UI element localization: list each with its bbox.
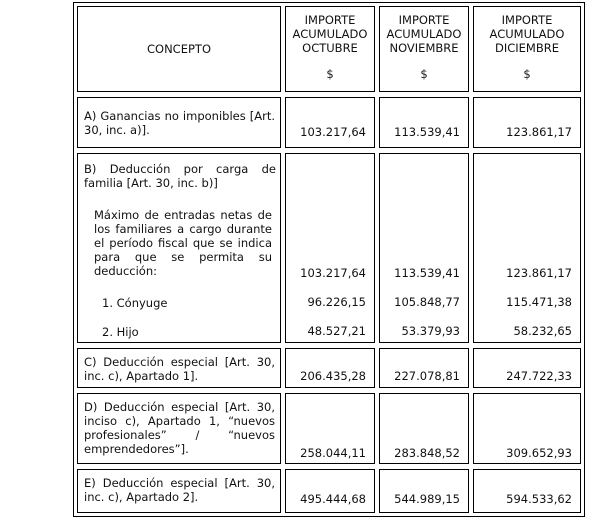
row-d-octubre [285,393,375,464]
row-d-noviembre [379,393,469,464]
row-a-noviembre-value: 113.539,41 [394,125,460,139]
row-b-max-diciembre: 123.861,17 [506,266,572,280]
row-b-max-octubre: 103.217,64 [300,266,366,280]
row-b-conyuge-diciembre: 115.471,38 [506,295,572,309]
header-concepto-label: CONCEPTO [147,42,211,56]
header-octubre-label: IMPORTE ACUMULADO OCTUBRE [292,13,368,55]
row-d-diciembre [473,393,581,464]
row-a-noviembre [379,97,469,148]
row-c-diciembre-value: 247.722,33 [506,369,572,383]
header-diciembre-currency: $ [523,67,531,81]
row-b-diciembre [473,153,581,343]
row-b-max-text: Máximo de entradas netas de los familiares a cargo durante el período fiscal que se indica para que se permita su deducción: [94,208,272,278]
row-b-conyuge-octubre: 96.226,15 [307,295,366,309]
row-d-noviembre-value: 283.848,52 [394,446,460,460]
row-a-diciembre [473,97,581,148]
header-noviembre-currency: $ [420,67,428,81]
row-e-diciembre-value: 594.533,62 [506,492,572,506]
row-b-max-noviembre: 113.539,41 [394,266,460,280]
row-b-concept-text: B) Deducción por carga de familia [Art. 30, inc. b)] [84,162,276,190]
row-b-hijo-diciembre: 58.232,65 [513,324,572,338]
header-diciembre [473,6,581,92]
header-noviembre [379,6,469,92]
row-b-noviembre [379,153,469,343]
row-e-concept [77,469,281,513]
row-e-concept-text: E) Deducción especial [Art. 30, inc. c), Apartado 2]. [84,476,275,504]
row-c-diciembre [473,348,581,388]
row-c-octubre [285,348,375,388]
row-a-concept [77,97,281,148]
row-b-conyuge-label: 1. Cónyuge [102,296,168,310]
row-d-diciembre-value: 309.652,93 [506,446,572,460]
row-e-diciembre [473,469,581,513]
row-b-hijo-noviembre: 53.379,93 [401,324,460,338]
row-a-octubre [285,97,375,148]
row-c-noviembre [379,348,469,388]
row-d-concept-text: D) Deducción especial [Art. 30, inciso c), Apartado 1, “nuevos profesionales” / “nuevos emprendedores”]. [84,400,275,456]
row-c-concept-text: C) Deducción especial [Art. 30, inc. c), Apartado 1]. [84,355,275,383]
row-d-concept [77,393,281,464]
header-noviembre-label: IMPORTE ACUMULADO NOVIEMBRE [386,13,462,55]
row-e-octubre-value: 495.444,68 [300,492,366,506]
header-octubre-currency: $ [326,67,334,81]
row-e-noviembre [379,469,469,513]
row-a-diciembre-value: 123.861,17 [506,125,572,139]
row-c-noviembre-value: 227.078,81 [394,369,460,383]
row-a-concept-text: A) Ganancias no imponibles [Art. 30, inc. a)]. [84,109,275,137]
row-b-hijo-label: 2. Hijo [102,325,139,339]
row-b-concept [77,153,281,343]
row-b-hijo-octubre: 48.527,21 [307,324,366,338]
row-e-noviembre-value: 544.989,15 [394,492,460,506]
row-c-octubre-value: 206.435,28 [300,369,366,383]
row-a-octubre-value: 103.217,64 [300,125,366,139]
header-octubre [285,6,375,92]
row-b-octubre [285,153,375,343]
header-concepto [77,6,281,92]
header-diciembre-label: IMPORTE ACUMULADO DICIEMBRE [489,13,565,55]
row-e-octubre [285,469,375,513]
row-d-octubre-value: 258.044,11 [300,446,366,460]
row-b-conyuge-noviembre: 105.848,77 [394,295,460,309]
row-c-concept [77,348,281,388]
